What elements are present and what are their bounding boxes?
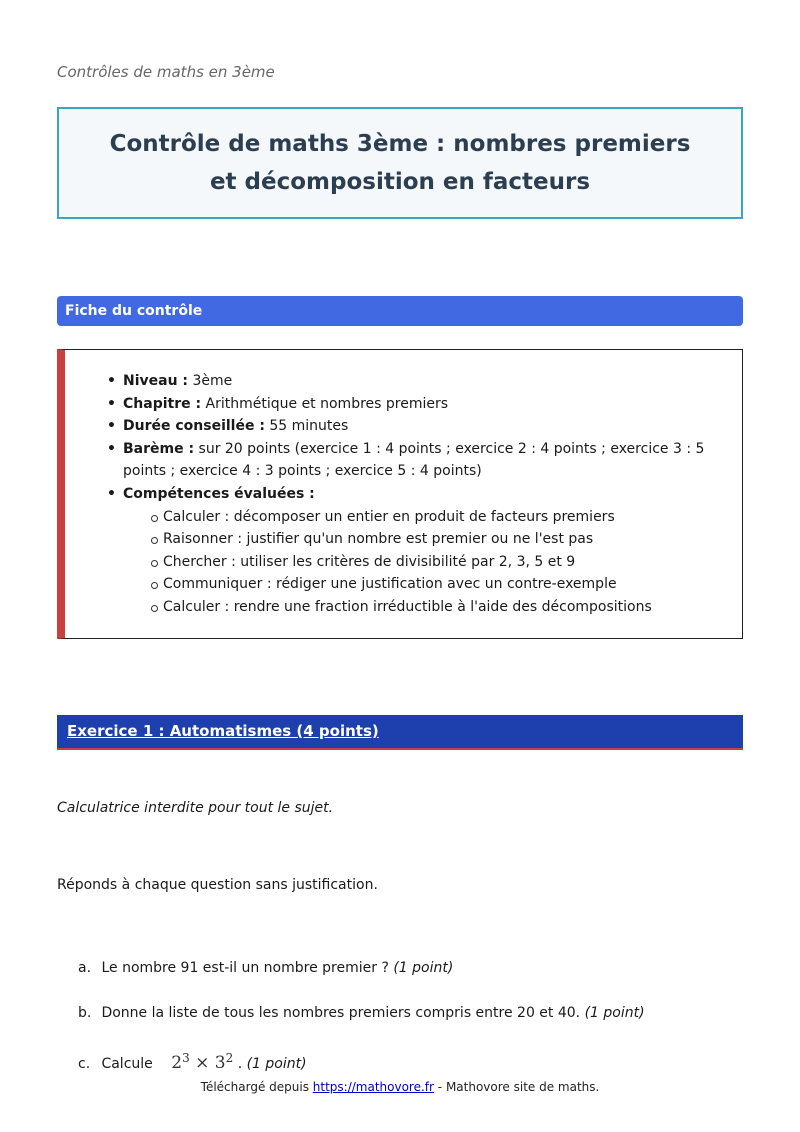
- question-text: Donne la liste de tous les nombres premiers compris entre 20 et 40.: [101, 1005, 581, 1021]
- footer-suffix: - Mathovore site de maths.: [437, 1080, 600, 1094]
- math-expression: [171, 1053, 233, 1073]
- item-label: Durée conseillée :: [123, 418, 265, 435]
- math-operator: ×: [195, 1053, 210, 1073]
- question-points: (1 point): [584, 1005, 645, 1021]
- competence-item: Chercher : utiliser les critères de divisibilité par 2, 3, 5 et 9: [123, 551, 735, 574]
- question-c: [78, 1051, 307, 1073]
- item-value: sur 20 points (exercice 1 : 4 points ; exercice 2 : 4 points ; exercice 3 : 5 points ; exercice 4 : 3 points ; exercice 5 : 4 points): [123, 440, 705, 480]
- title-box: [57, 107, 743, 219]
- math-exponent: 2: [225, 1051, 234, 1065]
- competence-item: Raisonner : justifier qu'un nombre est premier ou ne l'est pas: [123, 528, 735, 551]
- footer: [0, 1080, 800, 1094]
- footer-prefix: Téléchargé depuis: [200, 1080, 309, 1094]
- question-points: (1 point): [246, 1056, 307, 1072]
- list-item: [115, 393, 735, 416]
- item-value: Arithmétique et nombres premiers: [205, 395, 449, 412]
- competence-item: Communiquer : rédiger une justification avec un contre-exemple: [123, 573, 735, 596]
- page-title: Contrôle de maths 3ème : nombres premiers et décomposition en facteurs: [109, 131, 691, 195]
- footer-link[interactable]: https://mathovore.fr: [312, 1080, 434, 1094]
- item-value: 55 minutes: [269, 418, 349, 435]
- question-letter: b.: [78, 1005, 92, 1021]
- fiche-header: Fiche du contrôle: [57, 296, 743, 326]
- instruction: Réponds à chaque question sans justification.: [57, 877, 378, 893]
- competence-item: Calculer : rendre une fraction irréductible à l'aide des décompositions: [123, 596, 735, 619]
- question-letter: a.: [78, 960, 92, 976]
- question-text: Calcule: [101, 1056, 153, 1072]
- question-b: [78, 1005, 645, 1021]
- competences-list: [123, 506, 735, 619]
- math-exponent: 3: [182, 1051, 190, 1065]
- question-letter: c.: [78, 1056, 91, 1072]
- question-a: [78, 960, 453, 976]
- exercise-1-header: [57, 715, 743, 750]
- list-item: [115, 370, 735, 393]
- fiche-list: [115, 370, 735, 619]
- question-text: Le nombre 91 est-il un nombre premier ?: [101, 960, 389, 976]
- list-item: [115, 415, 735, 438]
- breadcrumb: Contrôles de maths en 3ème: [57, 63, 275, 81]
- item-label: Chapitre :: [123, 395, 202, 412]
- list-item: [115, 438, 735, 483]
- calculator-note: Calculatrice interdite pour tout le sujet.: [57, 800, 334, 816]
- competence-item: Calculer : décomposer un entier en produit de facteurs premiers: [123, 506, 735, 529]
- fiche-box: [57, 349, 743, 639]
- math-base: 2: [171, 1053, 183, 1073]
- item-label: Barème :: [123, 440, 195, 457]
- list-item: [115, 483, 735, 619]
- math-base: 3: [214, 1053, 226, 1073]
- item-value: 3ème: [192, 373, 233, 389]
- item-label: Compétences évaluées :: [123, 485, 315, 502]
- exercise-1-title: Exercice 1 : Automatismes (4 points): [67, 722, 379, 740]
- question-points: (1 point): [393, 960, 454, 976]
- question-suffix: .: [237, 1056, 243, 1072]
- item-label: Niveau :: [123, 373, 189, 389]
